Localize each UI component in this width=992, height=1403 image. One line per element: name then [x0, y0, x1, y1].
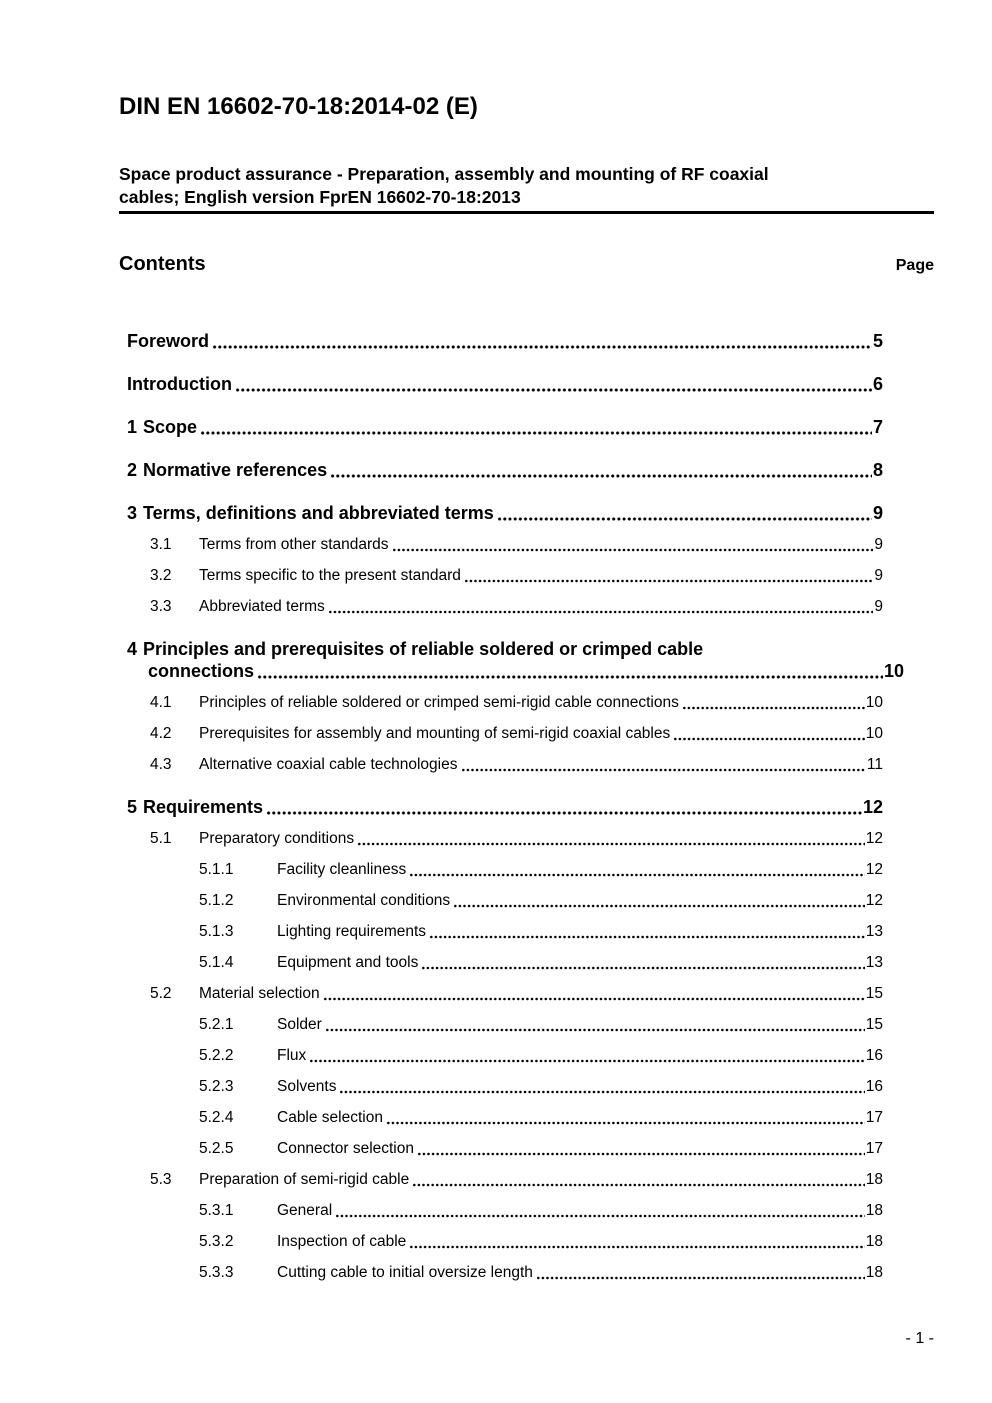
toc-entry-page: 13 [865, 923, 883, 940]
toc-entry-line [199, 1200, 883, 1221]
toc-entry-5-3-3 [127, 1262, 883, 1283]
contents-heading: Contents [119, 253, 206, 275]
toc-entry-4-3 [127, 754, 883, 775]
toc-entry-line [150, 534, 883, 555]
toc-entry-number: 4.2 [150, 725, 172, 742]
toc-entry-title: Principles of reliable soldered or crimped semi-rigid cable connections [199, 694, 679, 711]
toc-entry-line [150, 565, 883, 586]
toc-entry-line [199, 952, 883, 973]
toc-entry-title: Cutting cable to initial oversize length [277, 1264, 533, 1281]
toc-entry-5-2-5 [127, 1138, 883, 1159]
toc-entry-title: Normative references [143, 460, 328, 480]
toc-entry-page: 9 [874, 598, 883, 615]
toc-entry-line [127, 459, 883, 481]
toc-entry-number: 5.1.3 [199, 923, 234, 940]
toc-entry-title-continued: connections [148, 661, 255, 681]
toc-entry-number: 5.1.2 [199, 892, 234, 909]
toc-entry-title: Terms specific to the present standard [199, 567, 461, 584]
toc-entry-3-2 [127, 565, 883, 586]
toc-entry-title: Abbreviated terms [199, 598, 325, 615]
footer-page-number: - 1 - [905, 1330, 934, 1347]
toc-entry-line [127, 638, 883, 660]
toc-entry-page: 13 [865, 954, 883, 971]
toc-entry-number: 5.3.1 [199, 1202, 234, 1219]
toc-entry-title: Equipment and tools [277, 954, 419, 971]
toc-entry-title: Solvents [277, 1078, 337, 1095]
toc-entry-line [127, 796, 883, 818]
toc-entry-1 [127, 416, 883, 438]
toc-entry-line [150, 723, 883, 744]
toc-entry-title: Cable selection [277, 1109, 383, 1126]
toc-entry-line [199, 859, 883, 880]
toc-entry-title: Environmental conditions [277, 892, 451, 909]
toc-leader-dots [682, 706, 865, 710]
contents-header-row [119, 252, 934, 276]
toc-entry-title: Facility cleanliness [277, 861, 407, 878]
toc-entry-page: 10 [883, 661, 904, 681]
toc-entry-title: Preparatory conditions [199, 830, 355, 847]
toc-entry-line [127, 373, 883, 395]
toc-entry-number: 3.3 [150, 598, 172, 615]
toc-entry-title: Material selection [199, 985, 320, 1002]
toc-entry-number: 5.2.5 [199, 1140, 234, 1157]
toc-entry-line [199, 1107, 883, 1128]
toc-entry-title: Prerequisites for assembly and mounting of semi-rigid coaxial cables [199, 725, 671, 742]
toc-entry-4 [127, 638, 904, 682]
toc-leader-dots [429, 935, 865, 939]
toc-entry-wrap-line [127, 660, 904, 682]
toc-entry-number: 4.3 [150, 756, 172, 773]
toc-entry-5-1-3 [127, 921, 883, 942]
toc-leader-dots [673, 737, 865, 741]
toc-entry-line [199, 1045, 883, 1066]
toc-entry-5-3-2 [127, 1231, 883, 1252]
toc-entry-page: 12 [862, 797, 883, 817]
toc-leader-dots [461, 768, 866, 772]
toc-leader-dots [421, 966, 864, 970]
toc-leader-dots [392, 548, 874, 552]
toc-entry-number: 5 [127, 797, 138, 817]
toc-entry-page: 8 [872, 460, 883, 480]
toc-entry-page: 10 [865, 694, 883, 711]
toc-entry-page: 18 [865, 1233, 883, 1250]
toc-entry-line [150, 692, 883, 713]
toc-entry-number: 1 [127, 417, 138, 437]
toc-leader-dots [200, 431, 872, 435]
toc-entry-number: 4.1 [150, 694, 172, 711]
toc-entry-number: 5.2.3 [199, 1078, 234, 1095]
toc-entry-page: 6 [872, 374, 883, 394]
toc-entry-4-1 [127, 692, 883, 713]
toc-entry-page: 9 [872, 503, 883, 523]
toc-entry-5-2 [127, 983, 883, 1004]
toc-entry-number: 5.1.4 [199, 954, 234, 971]
toc-leader-dots [417, 1152, 865, 1156]
toc-entry-number: 3 [127, 503, 138, 523]
toc-entry-number: 3.1 [150, 536, 172, 553]
toc-entry-page: 17 [865, 1109, 883, 1126]
toc-entry-title: Principles and prerequisites of reliable soldered or crimped cable [143, 639, 704, 659]
toc-entry-line [199, 1262, 883, 1283]
document-page [119, 0, 934, 1283]
toc-entry-title: Terms, definitions and abbreviated terms [143, 503, 494, 523]
toc-entry-introduction [127, 373, 883, 395]
toc-leader-dots [453, 904, 865, 908]
toc-entry-page: 16 [865, 1047, 883, 1064]
toc-entry-line [150, 596, 883, 617]
toc-entry-5-2-4 [127, 1107, 883, 1128]
toc-entry-page: 18 [865, 1171, 883, 1188]
toc-leader-dots [357, 842, 865, 846]
toc-entry-number: 5.2.1 [199, 1016, 234, 1033]
toc-entry-title: General [277, 1202, 333, 1219]
toc-leader-dots [335, 1214, 865, 1218]
toc-entry-title: Connector selection [277, 1140, 414, 1157]
toc-entry-page: 9 [874, 567, 883, 584]
toc-entry-title: Solder [277, 1016, 322, 1033]
toc-entry-page: 11 [866, 756, 883, 773]
document-subtitle [119, 163, 934, 214]
toc-leader-dots [323, 997, 865, 1001]
toc-entry-title: Terms from other standards [199, 536, 389, 553]
toc-leader-dots [330, 474, 872, 478]
toc-entry-number: 5.3.2 [199, 1233, 234, 1250]
toc-entry-number: 5.1 [150, 830, 172, 847]
toc-leader-dots [412, 1183, 865, 1187]
toc-entry-page: 12 [865, 830, 883, 847]
toc-entry-number: 5.1.1 [199, 861, 234, 878]
toc-entry-title: Introduction [127, 374, 232, 394]
toc-entry-number: 5.2 [150, 985, 172, 1002]
toc-entry-5 [127, 796, 883, 818]
toc-entry-page: 12 [865, 892, 883, 909]
toc-entry-5-2-1 [127, 1014, 883, 1035]
toc-entry-number: 4 [127, 639, 138, 659]
toc-entry-number: 5.2.2 [199, 1047, 234, 1064]
toc-entry-page: 18 [865, 1202, 883, 1219]
toc-entry-number: 3.2 [150, 567, 172, 584]
toc-entry-title: Requirements [143, 797, 264, 817]
toc-leader-dots [235, 388, 872, 392]
document-title: DIN EN 16602-70-18:2014-02 (E) [119, 93, 478, 120]
toc-entry-number: 5.3.3 [199, 1264, 234, 1281]
toc-entry-number: 5.3 [150, 1171, 172, 1188]
toc-entry-3-1 [127, 534, 883, 555]
toc-entry-page: 10 [865, 725, 883, 742]
toc-entry-line [150, 983, 883, 1004]
toc-entry-page: 16 [865, 1078, 883, 1095]
toc-entry-line [199, 1231, 883, 1252]
toc-entry-page: 7 [872, 417, 883, 437]
toc-entry-page: 9 [874, 536, 883, 553]
toc-entry-line [150, 754, 883, 775]
toc-entry-2 [127, 459, 883, 481]
toc-entry-5-2-2 [127, 1045, 883, 1066]
toc-entry-5-3-1 [127, 1200, 883, 1221]
toc-entry-title: Preparation of semi-rigid cable [199, 1171, 410, 1188]
toc-entry-3-3 [127, 596, 883, 617]
toc-leader-dots [328, 610, 874, 614]
toc-leader-dots [409, 873, 865, 877]
table-of-contents [127, 330, 904, 1283]
toc-entry-page: 15 [865, 1016, 883, 1033]
toc-entry-5-2-3 [127, 1076, 883, 1097]
toc-entry-page: 15 [865, 985, 883, 1002]
toc-entry-page: 18 [865, 1264, 883, 1281]
toc-entry-title: Foreword [127, 331, 210, 351]
toc-entry-line [127, 502, 883, 524]
toc-entry-3 [127, 502, 883, 524]
toc-entry-number: 5.2.4 [199, 1109, 234, 1126]
toc-entry-line [199, 921, 883, 942]
page-column-label: Page [895, 257, 934, 274]
toc-entry-line [199, 1138, 883, 1159]
toc-entry-title: Lighting requirements [277, 923, 427, 940]
toc-leader-dots [497, 517, 872, 521]
toc-entry-5-3 [127, 1169, 883, 1190]
toc-entry-5-1-1 [127, 859, 883, 880]
toc-entry-line [150, 1169, 883, 1190]
toc-entry-5-1 [127, 828, 883, 849]
toc-entry-page: 17 [865, 1140, 883, 1157]
toc-leader-dots [257, 675, 883, 679]
toc-entry-line [199, 1076, 883, 1097]
toc-leader-dots [409, 1245, 864, 1249]
toc-entry-line [199, 1014, 883, 1035]
toc-entry-line [150, 828, 883, 849]
toc-leader-dots [386, 1121, 865, 1125]
toc-leader-dots [339, 1090, 864, 1094]
document-subtitle-line-2: cables; English version FprEN 16602-70-18:2013 [119, 187, 521, 207]
toc-leader-dots [309, 1059, 864, 1063]
toc-entry-title: Alternative coaxial cable technologies [199, 756, 458, 773]
toc-entry-foreword [127, 330, 883, 352]
toc-leader-dots [325, 1028, 865, 1032]
toc-entry-page: 12 [865, 861, 883, 878]
toc-entry-line [127, 330, 883, 352]
toc-entry-line [199, 890, 883, 911]
toc-entry-5-1-4 [127, 952, 883, 973]
document-subtitle-line-1: Space product assurance - Preparation, assembly and mounting of RF coaxial [119, 164, 769, 184]
toc-leader-dots [464, 579, 873, 583]
toc-leader-dots [212, 345, 872, 349]
page-footer [119, 1330, 934, 1348]
toc-entry-title: Flux [277, 1047, 307, 1064]
toc-entry-title: Inspection of cable [277, 1233, 407, 1250]
toc-entry-title: Scope [143, 417, 198, 437]
toc-entry-4-2 [127, 723, 883, 744]
toc-entry-5-1-2 [127, 890, 883, 911]
toc-leader-dots [266, 811, 862, 815]
toc-entry-line [127, 416, 883, 438]
toc-entry-page: 5 [872, 331, 883, 351]
toc-leader-dots [536, 1276, 865, 1280]
toc-entry-number: 2 [127, 460, 138, 480]
